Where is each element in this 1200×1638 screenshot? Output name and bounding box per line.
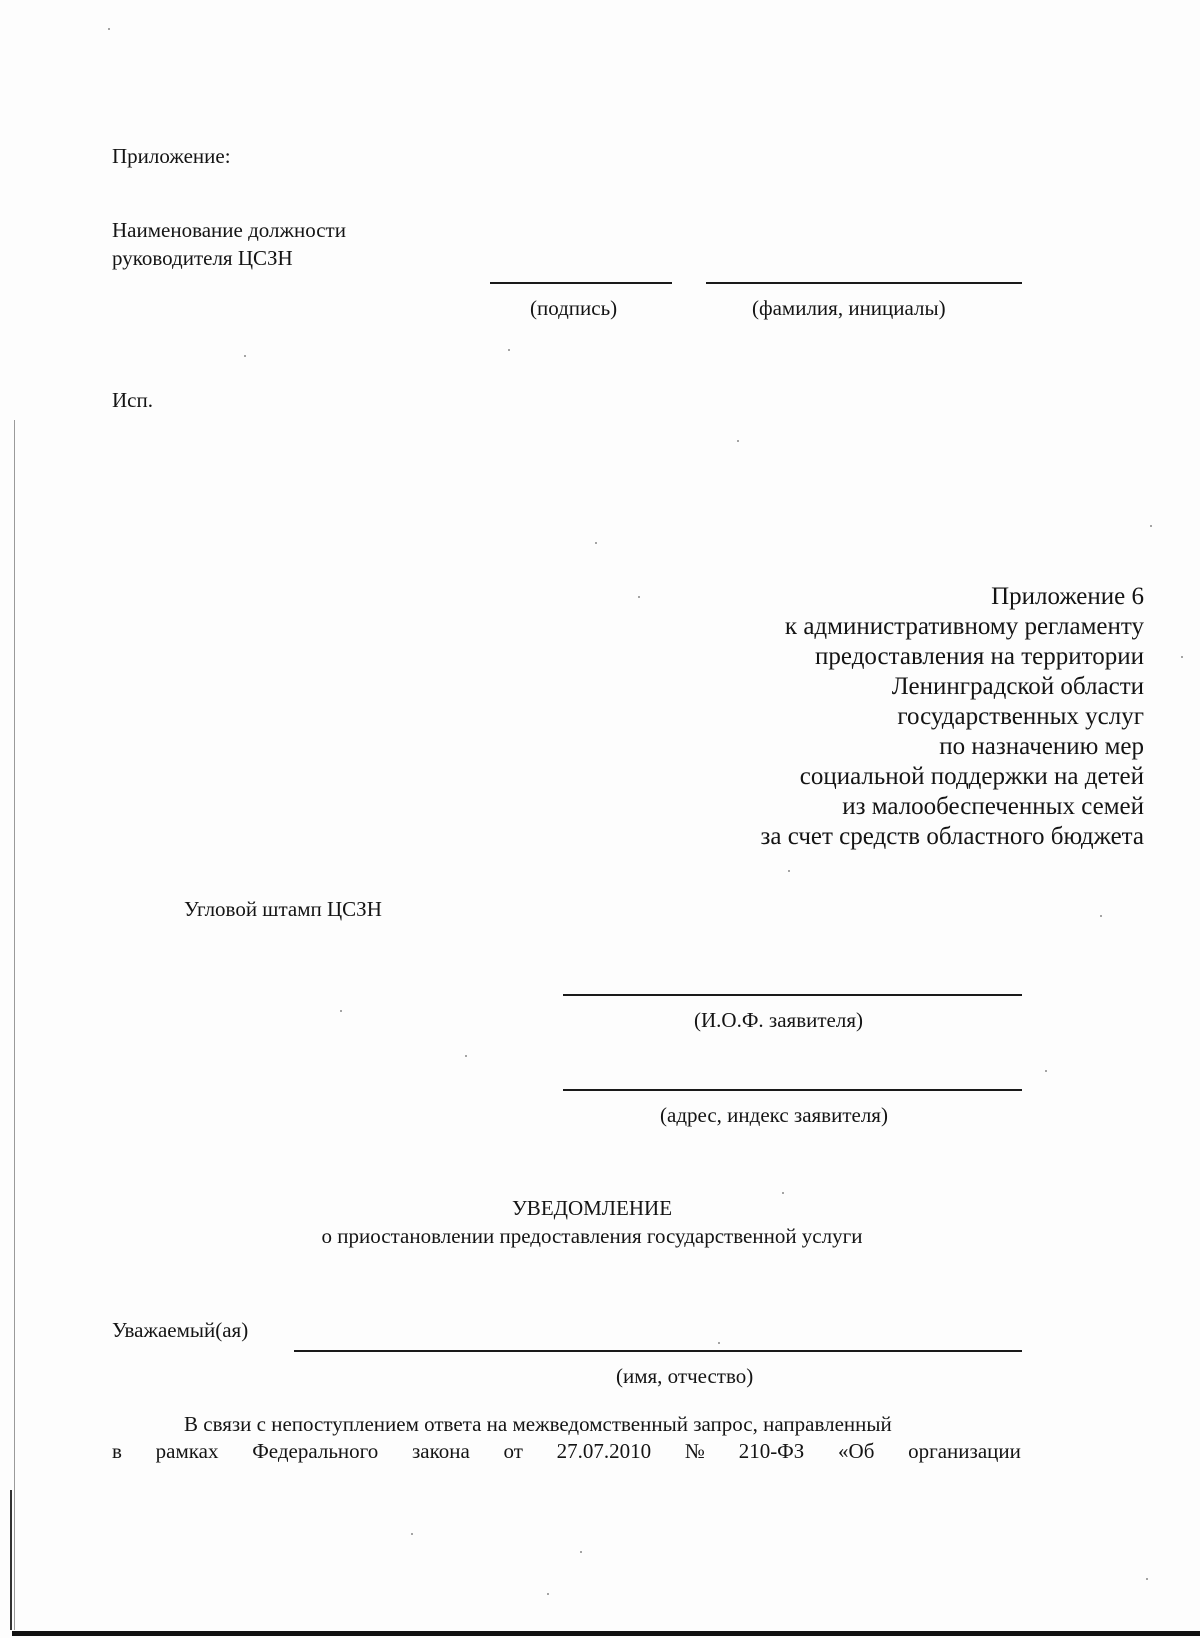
- body-word: 27.07.2010: [556, 1439, 652, 1463]
- scan-speck: [340, 1010, 342, 1012]
- body-word: 210-ФЗ: [738, 1439, 805, 1463]
- applicant-name-line: [563, 994, 1022, 996]
- signature-line: [490, 282, 672, 284]
- scan-speck: [465, 1055, 467, 1057]
- scan-speck: [737, 440, 739, 442]
- signature-caption: (подпись): [530, 296, 618, 320]
- scan-speck: [547, 1593, 549, 1595]
- corner-stamp-label: Угловой штамп ЦСЗН: [184, 897, 382, 921]
- scan-speck: [580, 1551, 582, 1553]
- appendix-header-line: к административному регламенту: [784, 613, 1144, 640]
- scan-bottom-edge: [12, 1631, 1200, 1636]
- scan-speck: [595, 542, 597, 544]
- scan-speck: [1045, 1070, 1047, 1072]
- applicant-address-caption: (адрес, индекс заявителя): [660, 1103, 888, 1127]
- appendix-header-line: за счет средств областного бюджета: [760, 823, 1144, 850]
- scan-margin-line: [10, 1490, 12, 1630]
- appendix-header-line: из малообеспеченных семей: [842, 793, 1144, 820]
- greeting-caption: (имя, отчество): [616, 1364, 754, 1388]
- scan-speck: [1150, 525, 1152, 527]
- body-word: №: [684, 1439, 705, 1463]
- body-word: «Об: [838, 1439, 875, 1463]
- appendix-header-line: государственных услуг: [897, 703, 1144, 730]
- appendix-header-line: предоставления на территории: [815, 643, 1144, 670]
- body-word: организации: [908, 1439, 1021, 1463]
- body-word: рамках: [155, 1439, 219, 1463]
- scan-margin-line: [14, 420, 15, 1630]
- position-name-line1: Наименование должности: [112, 218, 346, 242]
- applicant-address-line: [563, 1089, 1022, 1091]
- body-line-1: В связи с непоступлением ответа на межведомственный запрос, направленный: [184, 1412, 892, 1436]
- scan-speck: [718, 1342, 720, 1344]
- body-word: от: [503, 1439, 523, 1463]
- name-caption: (фамилия, инициалы): [752, 296, 946, 320]
- attachment-label: Приложение:: [112, 144, 231, 168]
- name-line: [706, 282, 1022, 284]
- greeting-name-line: [294, 1350, 1022, 1352]
- body-line-2: [112, 1437, 1021, 1465]
- appendix-header-line: социальной поддержки на детей: [799, 763, 1144, 790]
- applicant-name-caption: (И.О.Ф. заявителя): [694, 1008, 863, 1032]
- scan-speck: [411, 1533, 413, 1535]
- scan-speck: [1181, 656, 1183, 658]
- scan-speck: [508, 349, 510, 351]
- notice-title: УВЕДОМЛЕНИЕ: [511, 1196, 673, 1220]
- body-word: Федерального: [252, 1439, 379, 1463]
- greeting-label: Уважаемый(ая): [112, 1318, 249, 1342]
- scan-speck: [108, 28, 110, 30]
- appendix-header: [761, 582, 1144, 852]
- body-word: закона: [411, 1439, 470, 1463]
- appendix-header-line: по назначению мер: [939, 733, 1144, 760]
- scan-speck: [1100, 915, 1102, 917]
- scan-speck: [1146, 1578, 1148, 1580]
- notice-subtitle: о приостановлении предоставления государственной услуги: [321, 1224, 863, 1248]
- scan-speck: [638, 596, 640, 598]
- scan-speck: [244, 355, 246, 357]
- appendix-header-line: Приложение 6: [991, 583, 1144, 610]
- body-word: в: [112, 1439, 122, 1463]
- scan-speck: [782, 1192, 784, 1194]
- appendix-header-line: Ленинградской области: [891, 673, 1144, 700]
- executor-label: Исп.: [112, 388, 153, 412]
- position-name-line2: руководителя ЦСЗН: [112, 246, 293, 270]
- scan-speck: [788, 870, 790, 872]
